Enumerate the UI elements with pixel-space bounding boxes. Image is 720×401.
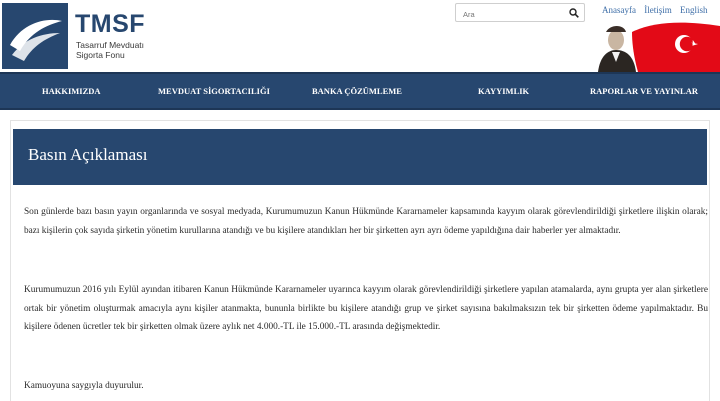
page-title: Basın Açıklaması [28, 145, 148, 164]
search-icon[interactable] [569, 8, 579, 18]
link-contact[interactable]: İletişim [644, 5, 672, 15]
nav-item-raporlar-ve-yayinlar[interactable]: RAPORLAR VE YAYINLAR [590, 86, 699, 96]
link-english[interactable]: English [679, 5, 708, 15]
search-input[interactable] [456, 6, 567, 23]
page-title-bar [13, 129, 707, 185]
paragraph-2: Kurumumuzun 2016 yılı Eylül ayından itibaren Kanun Hükmünde Kararnameler uyarınca kayyım olarak görevlendirildiği şirketlere yapılan atamalarda, aynı grupta yer alan şirketlere ortak bir yönetim oluşturmak amacıyla aynı kişiler atanmakta, bununla birlikte bu kişilere atandığı grup ve şirket sayısına bakılmaksızın tek bir şirketten ödeme yapılmaktadır. Bu kişilere ödenen ücretler tek bir şirketten olmak üzere aylık net 4.000.-TL ile 15.000.-TL arasında değişmektedir. [24, 285, 708, 332]
top-links [602, 5, 714, 15]
nav-item-mevduat-sigortaciligi[interactable]: MEVDUAT SİGORTACILIĞI [158, 86, 270, 96]
search-box[interactable] [455, 3, 585, 22]
ataturk-flag-banner-icon [592, 18, 720, 72]
nav-item-hakkimizda[interactable]: HAKKIMIZDA [42, 86, 101, 96]
nav-item-banka-cozumleme[interactable]: BANKA ÇÖZÜMLEME [312, 86, 402, 96]
main-navigation [0, 72, 720, 110]
brand-name[interactable]: TMSF [75, 10, 146, 38]
paragraph-3: Kamuoyuna saygıyla duyurulur. [24, 381, 144, 391]
brand-subtitle: Tasarruf Mevduatı Sigorta Fonu [76, 40, 145, 60]
content-panel [10, 120, 710, 401]
nav-item-kayyimlik[interactable]: KAYYIMLIK [478, 86, 530, 96]
tmsf-logo-icon[interactable] [2, 3, 68, 69]
paragraph-1: Son günlerde bazı basın yayın organlarında ve sosyal medyada, Kurumumuzun Kanun Hükmünde Kararnameler kapsamında kayyım olarak görevlendirildiği şirketlere ilişkin olarak; bazı kişilerin çok sayıda şirketin yönetim kurullarına atandığı ve bu kişilere atandıkları her bir şirketten ayrı ayrı ödeme yapıldığına dair haberler yer almaktadır. [24, 207, 708, 236]
site-header [0, 0, 720, 72]
link-home[interactable]: Anasayfa [602, 5, 636, 15]
